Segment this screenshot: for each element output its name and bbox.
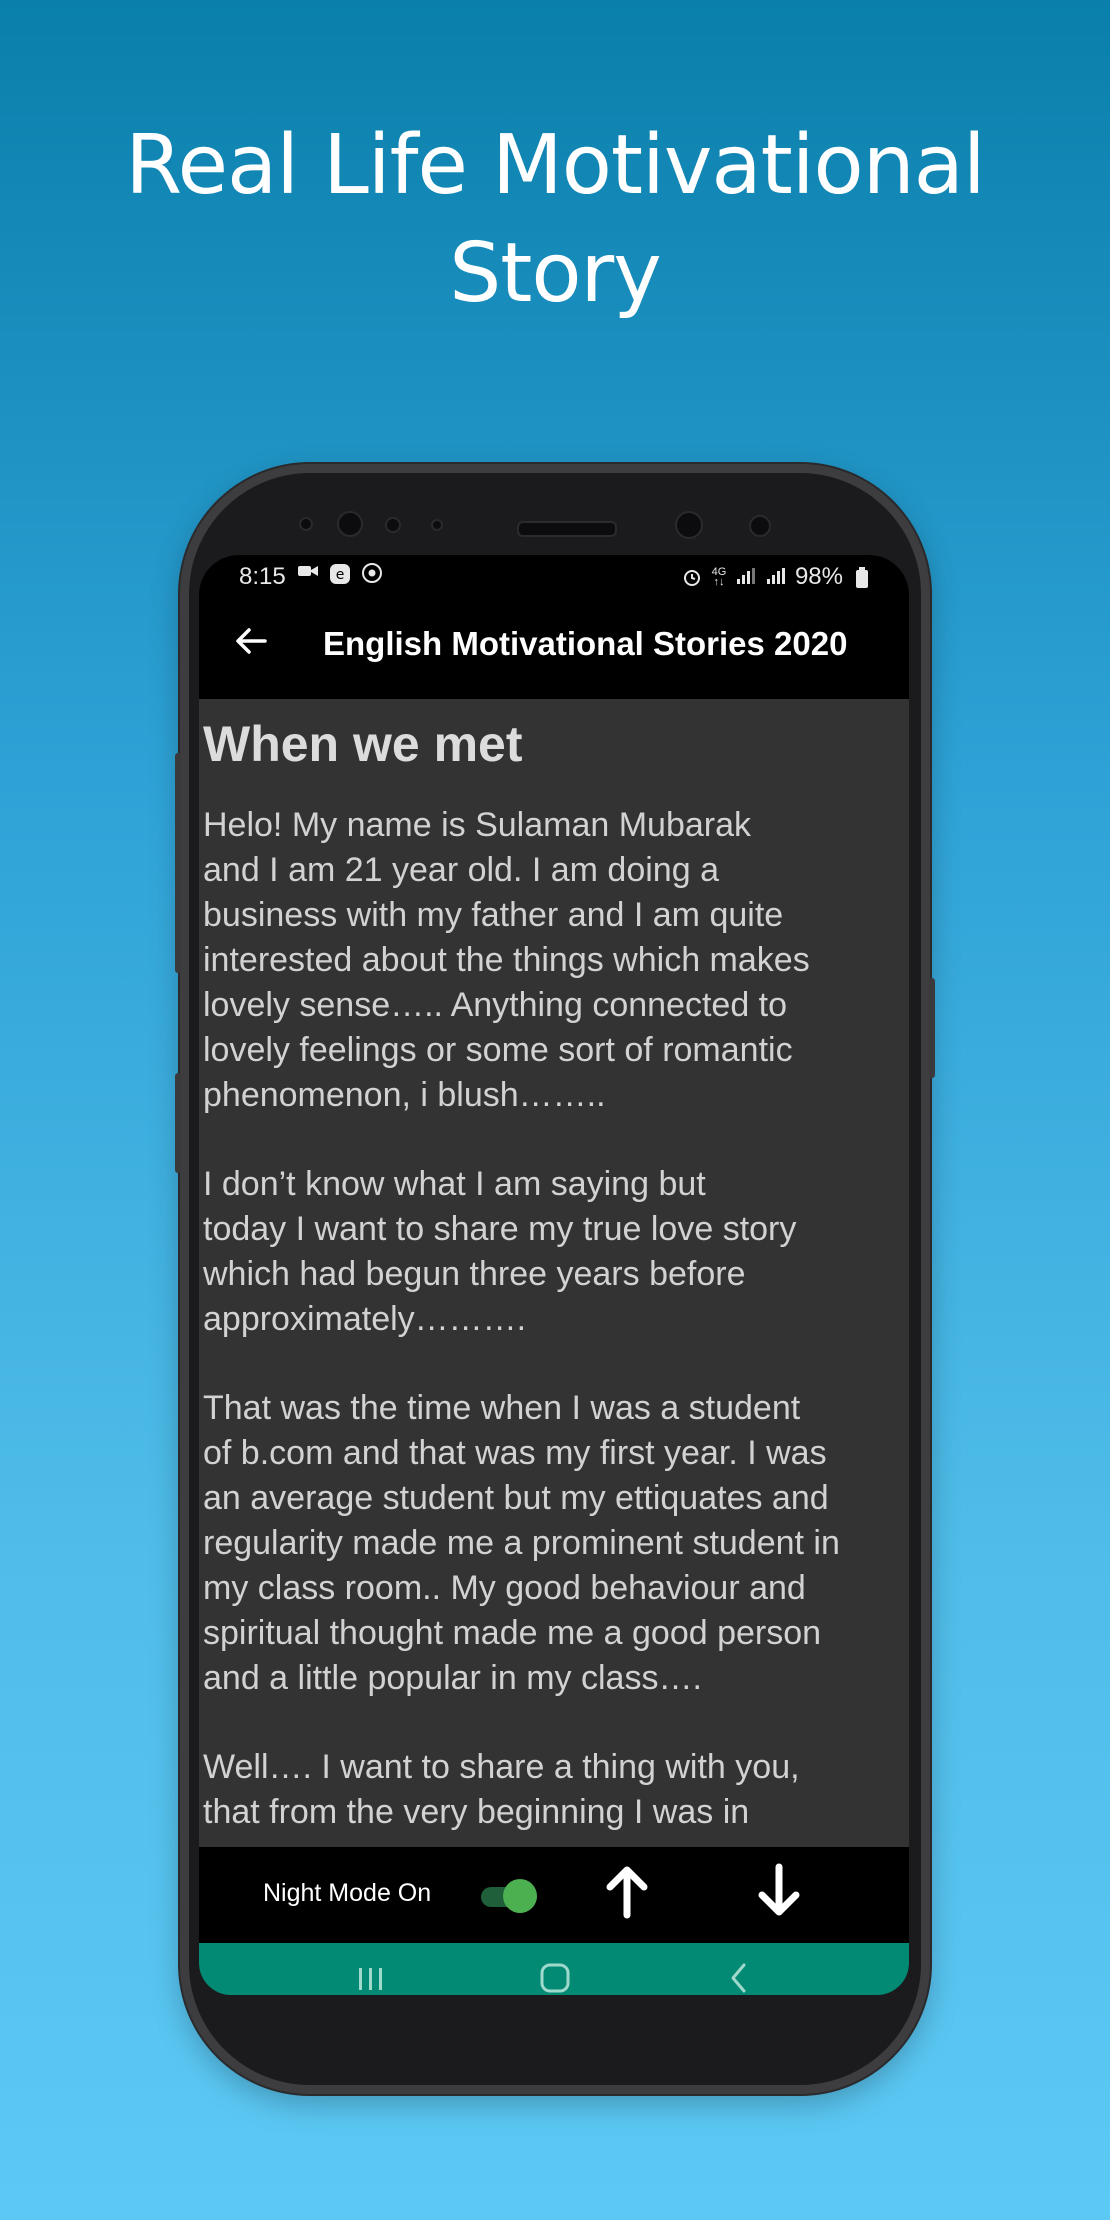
front-sensor [385, 517, 401, 533]
status-right-icons [681, 563, 873, 591]
front-sensor [299, 517, 313, 531]
story-paragraph: I don’t know what I am saying but today I want to share my true love story which had begun three years before approximately………. [203, 1165, 797, 1338]
recents-icon[interactable] [341, 1961, 401, 1995]
story-title: When we met [203, 716, 523, 772]
phone-frame [180, 464, 930, 2094]
front-camera [337, 511, 363, 537]
earpiece-speaker [517, 521, 617, 537]
night-mode-label: Night Mode On [263, 1879, 432, 1907]
promo-headline [0, 112, 1110, 328]
status-time: 8:15 [239, 563, 286, 590]
battery-icon [851, 567, 873, 587]
headline-line-2: Story [449, 226, 661, 321]
front-sensor [749, 515, 771, 537]
phone-screen [199, 555, 909, 1995]
arrow-up-icon [602, 1863, 652, 1919]
svg-text:e: e [335, 567, 345, 583]
night-mode-toggle[interactable] [481, 1879, 539, 1913]
scroll-down-button[interactable] [749, 1863, 809, 1927]
app-title: English Motivational Stories 2020 [323, 625, 848, 662]
phone-side-button [175, 1073, 181, 1173]
toggle-thumb [503, 1879, 537, 1913]
app-e-icon [329, 563, 351, 583]
status-left-icons [297, 563, 383, 583]
phone-side-button [929, 978, 935, 1078]
signal-icon [735, 567, 757, 587]
signal-icon [765, 567, 787, 587]
system-nav-bar [199, 1943, 909, 1995]
story-body [203, 803, 905, 1847]
video-camera-icon [297, 563, 319, 583]
home-icon[interactable] [525, 1961, 585, 1995]
front-sensor [431, 519, 443, 531]
chrome-icon [361, 563, 383, 583]
back-chevron-icon[interactable] [709, 1961, 769, 1995]
phone-side-button [175, 753, 181, 973]
story-paragraph: That was the time when I was a student of b.com and that was my first year. I was an average student but my ettiquates and regularity made me a prominent student in my class room.. My good behaviour and spiritual thought made me a good person and a little popular in my class…. [203, 1389, 840, 1697]
story-content[interactable] [199, 699, 909, 1847]
alarm-icon [681, 567, 703, 587]
headline-line-1: Real Life Motivational [125, 118, 985, 213]
scroll-up-button[interactable] [597, 1863, 657, 1927]
arrow-down-icon [754, 1863, 804, 1919]
4g-icon: 4G ↑↓ [711, 566, 727, 588]
story-paragraph: Helo! My name is Sulaman Mubarak and I am 21 year old. I am doing a business with my father and I am quite interested about the things which makes lovely sense….. Anything connected to lovely feelings or some sort of romantic phenomenon, i blush…….. [203, 806, 810, 1114]
app-bar [199, 595, 909, 699]
front-camera [675, 511, 703, 539]
status-bar [199, 555, 909, 595]
back-arrow-icon[interactable] [227, 621, 275, 669]
bottom-toolbar [199, 1847, 909, 1943]
story-paragraph: Well…. I want to share a thing with you, that from the very beginning I was in [203, 1748, 800, 1831]
battery-percent: 98% [794, 563, 843, 590]
